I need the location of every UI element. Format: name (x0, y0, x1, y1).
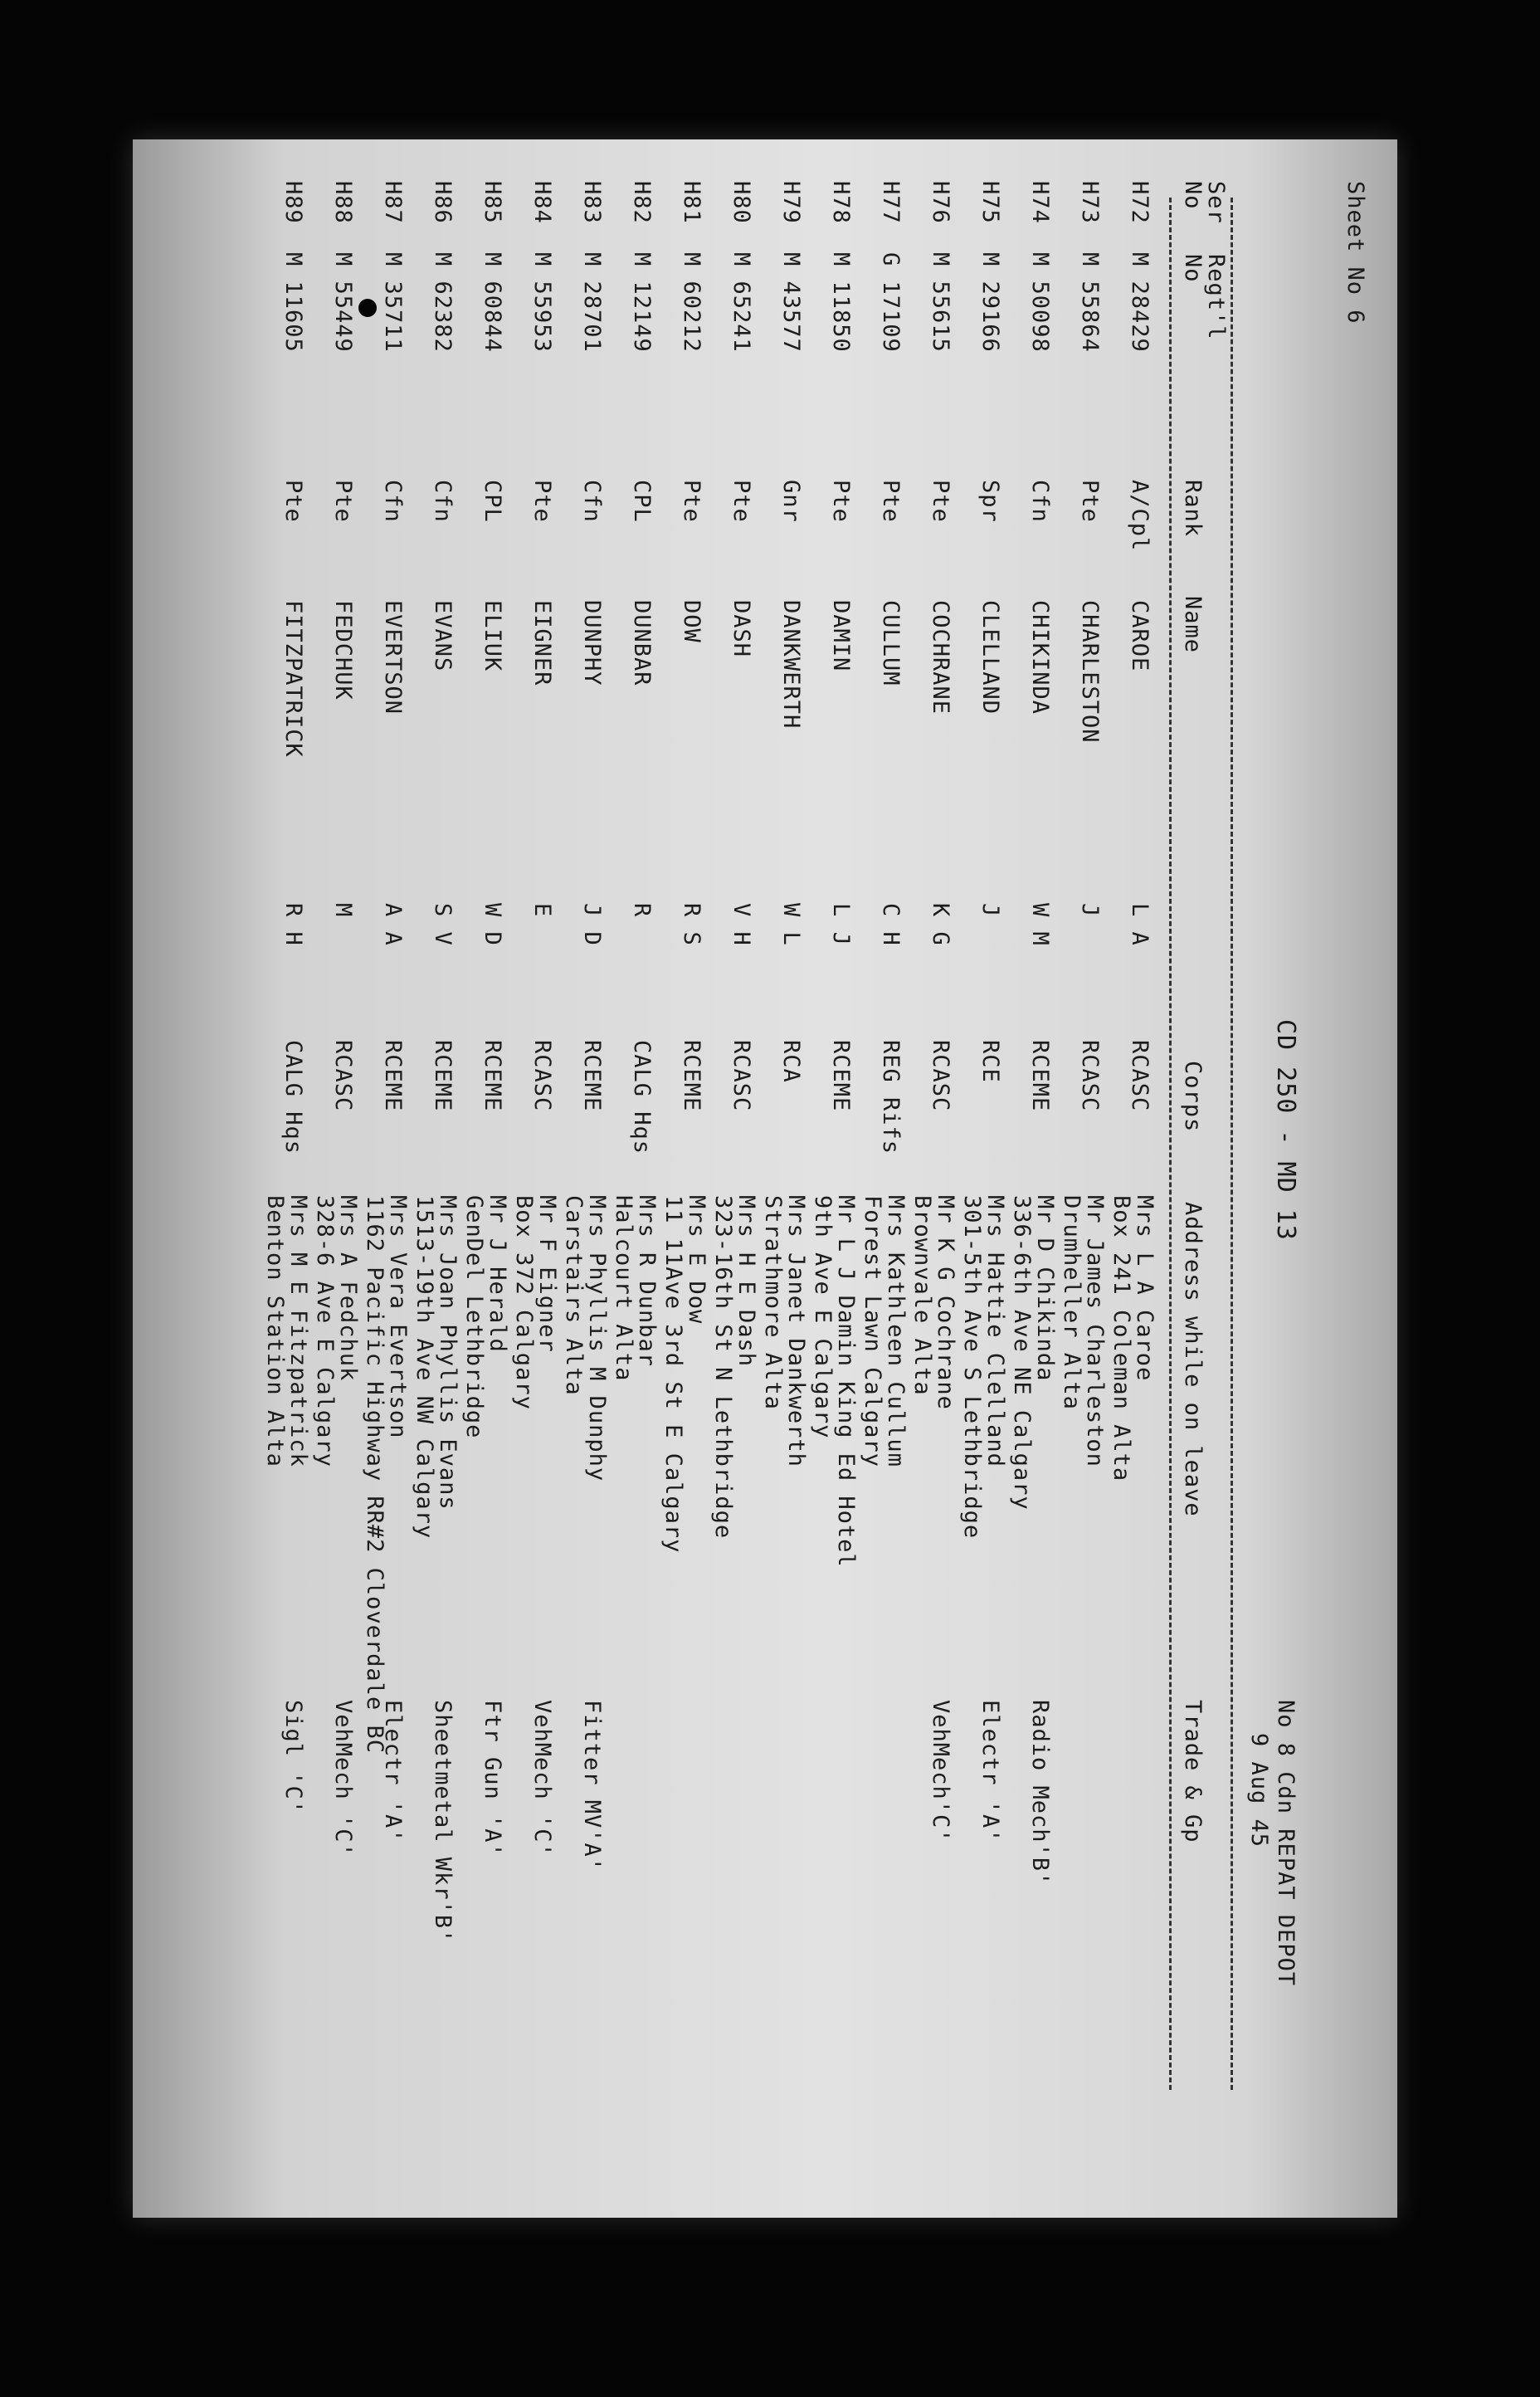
address-line: 9th Ave E Calgary (810, 1195, 836, 1439)
surname: DUNBAR (629, 600, 655, 686)
address-line: Benton Station Alta (262, 1195, 288, 1467)
rank: Gnr (778, 480, 804, 523)
trade-group: Radio Mech'B' (1027, 1700, 1053, 1887)
ser-no: H84 (529, 181, 555, 224)
regimental-no: M 55864 (1077, 252, 1103, 353)
roll-date: 9 Aug 45 (1246, 1733, 1272, 1848)
corps: RCE (977, 1040, 1003, 1083)
address-line: Mrs A Fedchuk (335, 1195, 361, 1382)
corps: REG Rifs (878, 1040, 904, 1155)
address-line: Halcourt Alta (611, 1195, 636, 1382)
col-name: Name (1180, 596, 1206, 654)
ser-no: H83 (579, 181, 605, 224)
trade-group: Electr 'A' (977, 1700, 1003, 1843)
surname: DOW (679, 600, 704, 643)
initials: S V (430, 903, 456, 946)
address-line: Mrs R Dunbar (634, 1195, 660, 1368)
rank: CPL (629, 480, 655, 523)
header-rule-top (1231, 198, 1233, 2090)
ser-no: H75 (977, 181, 1003, 224)
ser-no: H76 (928, 181, 953, 224)
initials: L J (828, 903, 854, 946)
ser-no: H78 (828, 181, 854, 224)
address-line: Mrs L A Caroe (1132, 1195, 1157, 1382)
surname: ELIUK (480, 600, 505, 672)
address-line: Box 372 Calgary (511, 1195, 537, 1410)
regimental-no: M 28701 (579, 252, 605, 353)
initials: J (1077, 903, 1103, 918)
rank: Cfn (1027, 480, 1053, 523)
initials: L A (1127, 903, 1153, 946)
address-line: 323-16th St N Lethbridge (710, 1195, 736, 1540)
ser-no: H85 (480, 181, 505, 224)
address-line: 1162 Pacific Highway RR#2 Cloverdale BC (362, 1195, 387, 1754)
initials: W L (778, 903, 804, 946)
ser-no: H79 (778, 181, 804, 224)
trade-group: Electr 'A' (380, 1700, 406, 1843)
header-rule-bottom (1169, 198, 1172, 2090)
trade-group: VehMech'C' (928, 1700, 953, 1843)
address-line: Mr F Eigner (534, 1195, 560, 1353)
rotated-nominal-roll (133, 139, 1397, 2218)
address-line: Mrs Kathleen Cullum (883, 1195, 909, 1467)
regimental-no: M 55953 (529, 252, 555, 353)
initials: C H (878, 903, 904, 946)
initials: A A (380, 903, 406, 946)
regimental-no: M 65241 (729, 252, 754, 353)
regimental-no: M 35711 (380, 252, 406, 353)
surname: DUNPHY (579, 600, 605, 686)
rank: A/Cpl (1127, 480, 1153, 552)
initials: W D (480, 903, 505, 946)
address-line: Brownvale Alta (909, 1195, 935, 1396)
trade-group: Fitter MV'A' (579, 1700, 605, 1872)
initials: V H (729, 903, 754, 946)
regimental-no: M 55449 (330, 252, 356, 353)
corps: RCASC (1077, 1040, 1103, 1112)
surname: FITZPATRICK (280, 600, 306, 758)
address-line: Carstairs Alta (561, 1195, 587, 1396)
initials: M (330, 903, 356, 918)
address-line: Mrs Phyllis M Dunphy (584, 1195, 610, 1482)
address-line: Mr L J Damin King Ed Hotel (833, 1195, 859, 1568)
trade-group: VehMech 'C' (529, 1700, 555, 1858)
surname: DANKWERTH (778, 600, 804, 730)
address-line: GenDel Lethbridge (461, 1195, 487, 1439)
col-trade: Trade & Gp (1180, 1700, 1206, 1843)
regimental-no: M 55615 (928, 252, 953, 353)
corps: RCEME (828, 1040, 854, 1112)
regimental-no: G 17109 (878, 252, 904, 353)
initials: R S (679, 903, 704, 946)
col-address: Address while on leave (1180, 1202, 1206, 1517)
trade-group: Ftr Gun 'A' (480, 1700, 505, 1858)
address-line: Forest Lawn Calgary (860, 1195, 885, 1467)
rank: Pte (280, 480, 306, 523)
rank: CPL (480, 480, 505, 523)
document-sheet (133, 139, 1397, 2218)
ser-no: H82 (629, 181, 655, 224)
regimental-no: M 60844 (480, 252, 505, 353)
surname: CHIKINDA (1027, 600, 1053, 715)
col-regtl-bottom: No (1180, 254, 1206, 283)
reference-number: CD 250 - MD 13 (1271, 1019, 1300, 1241)
corps: RCA (778, 1040, 804, 1083)
address-line: Mrs Vera Evertson (385, 1195, 411, 1439)
regimental-no: M 62382 (430, 252, 456, 353)
rank: Pte (529, 480, 555, 523)
ser-no: H74 (1027, 181, 1053, 224)
rank: Pte (679, 480, 704, 523)
col-ser-top: Ser (1203, 181, 1229, 224)
corps: RCEME (679, 1040, 704, 1112)
initials: W M (1027, 903, 1053, 946)
ser-no: H77 (878, 181, 904, 224)
ser-no: H80 (729, 181, 754, 224)
corps: RCEME (380, 1040, 406, 1112)
trade-group: Sheetmetal Wkr'B' (430, 1700, 456, 1944)
rank: Pte (828, 480, 854, 523)
regimental-no: M 60212 (679, 252, 704, 353)
initials: J (977, 903, 1003, 918)
address-line: 336-6th Ave NE Calgary (1009, 1195, 1035, 1511)
rank: Pte (330, 480, 356, 523)
initials: R (629, 903, 655, 918)
rank: Spr (977, 480, 1003, 523)
regimental-no: M 50098 (1027, 252, 1053, 353)
ser-no: H87 (380, 181, 406, 224)
corps: RCEME (1027, 1040, 1053, 1112)
corps: CALG Hqs (280, 1040, 306, 1155)
address-line: Mrs H E Dash (733, 1195, 759, 1368)
address-line: 301-5th Ave S Lethbridge (959, 1195, 985, 1540)
ser-no: H81 (679, 181, 704, 224)
ser-no: H89 (280, 181, 306, 224)
surname: DAMIN (828, 600, 854, 672)
surname: CULLUM (878, 600, 904, 686)
col-ser-bottom: No (1180, 181, 1206, 210)
ser-no: H86 (430, 181, 456, 224)
address-line: Mr James Charleston (1082, 1195, 1108, 1467)
address-line: 1513-19th Ave NW Calgary (412, 1195, 437, 1540)
address-line: Box 241 Coleman Alta (1109, 1195, 1134, 1482)
address-line: Mrs M E Fitzpatrick (285, 1195, 311, 1467)
corps: RCASC (529, 1040, 555, 1112)
regimental-no: M 11605 (280, 252, 306, 353)
corps: RCEME (579, 1040, 605, 1112)
corps: RCASC (729, 1040, 754, 1112)
rank: Cfn (579, 480, 605, 523)
col-corps: Corps (1180, 1061, 1206, 1133)
col-regtl-top: Regt'l (1203, 254, 1229, 340)
address-line: Mr D Chikinda (1032, 1195, 1058, 1382)
regimental-no: M 12149 (629, 252, 655, 353)
corps: RCASC (330, 1040, 356, 1112)
trade-group: Sigl 'C' (280, 1700, 306, 1815)
surname: COCHRANE (928, 600, 953, 715)
col-rank: Rank (1180, 480, 1206, 538)
address-line: Mrs Hattie Clelland (982, 1195, 1008, 1467)
address-line: Mrs Janet Dankwerth (783, 1195, 809, 1467)
ser-no: H72 (1127, 181, 1153, 224)
address-line: 328-6 Ave E Calgary (312, 1195, 338, 1467)
address-line: 11 11Ave 3rd St E Calgary (660, 1195, 686, 1554)
corps: CALG Hqs (629, 1040, 655, 1155)
regimental-no: M 29166 (977, 252, 1003, 353)
corps: RCASC (1127, 1040, 1153, 1112)
rank: Pte (729, 480, 754, 523)
regimental-no: M 43577 (778, 252, 804, 353)
rank: Pte (928, 480, 953, 523)
rank: Pte (1077, 480, 1103, 523)
surname: CHARLESTON (1077, 600, 1103, 744)
address-line: Mr K G Cochrane (933, 1195, 958, 1410)
rank: Cfn (380, 480, 406, 523)
trade-group: VehMech 'C' (330, 1700, 356, 1858)
surname: EVANS (430, 600, 456, 672)
initials: K G (928, 903, 953, 946)
ser-no: H88 (330, 181, 356, 224)
surname: EVERTSON (380, 600, 406, 715)
surname: DASH (729, 600, 754, 658)
address-line: Mr J Herald (485, 1195, 510, 1353)
initials: J D (579, 903, 605, 946)
surname: CLELLAND (977, 600, 1003, 715)
corps: RCEME (430, 1040, 456, 1112)
corps: RCASC (928, 1040, 953, 1112)
ser-no: H73 (1077, 181, 1103, 224)
address-line: Strathmore Alta (760, 1195, 786, 1410)
regimental-no: M 11850 (828, 252, 854, 353)
sheet-number: Sheet No 6 (1343, 181, 1368, 325)
depot-name: No 8 Cdn REPAT DEPOT (1273, 1700, 1299, 1987)
surname: FEDCHUK (330, 600, 356, 701)
surname: CAROE (1127, 600, 1153, 672)
regimental-no: M 28429 (1127, 252, 1153, 353)
rank: Pte (878, 480, 904, 523)
corps: RCEME (480, 1040, 505, 1112)
address-line: Mrs Joan Phyllis Evans (435, 1195, 461, 1511)
surname: EIGNER (529, 600, 555, 686)
rank: Cfn (430, 480, 456, 523)
address-line: Mrs E Dow (684, 1195, 709, 1325)
initials: R H (280, 903, 306, 946)
address-line: Drumheller Alta (1059, 1195, 1084, 1410)
initials: E (529, 903, 555, 918)
